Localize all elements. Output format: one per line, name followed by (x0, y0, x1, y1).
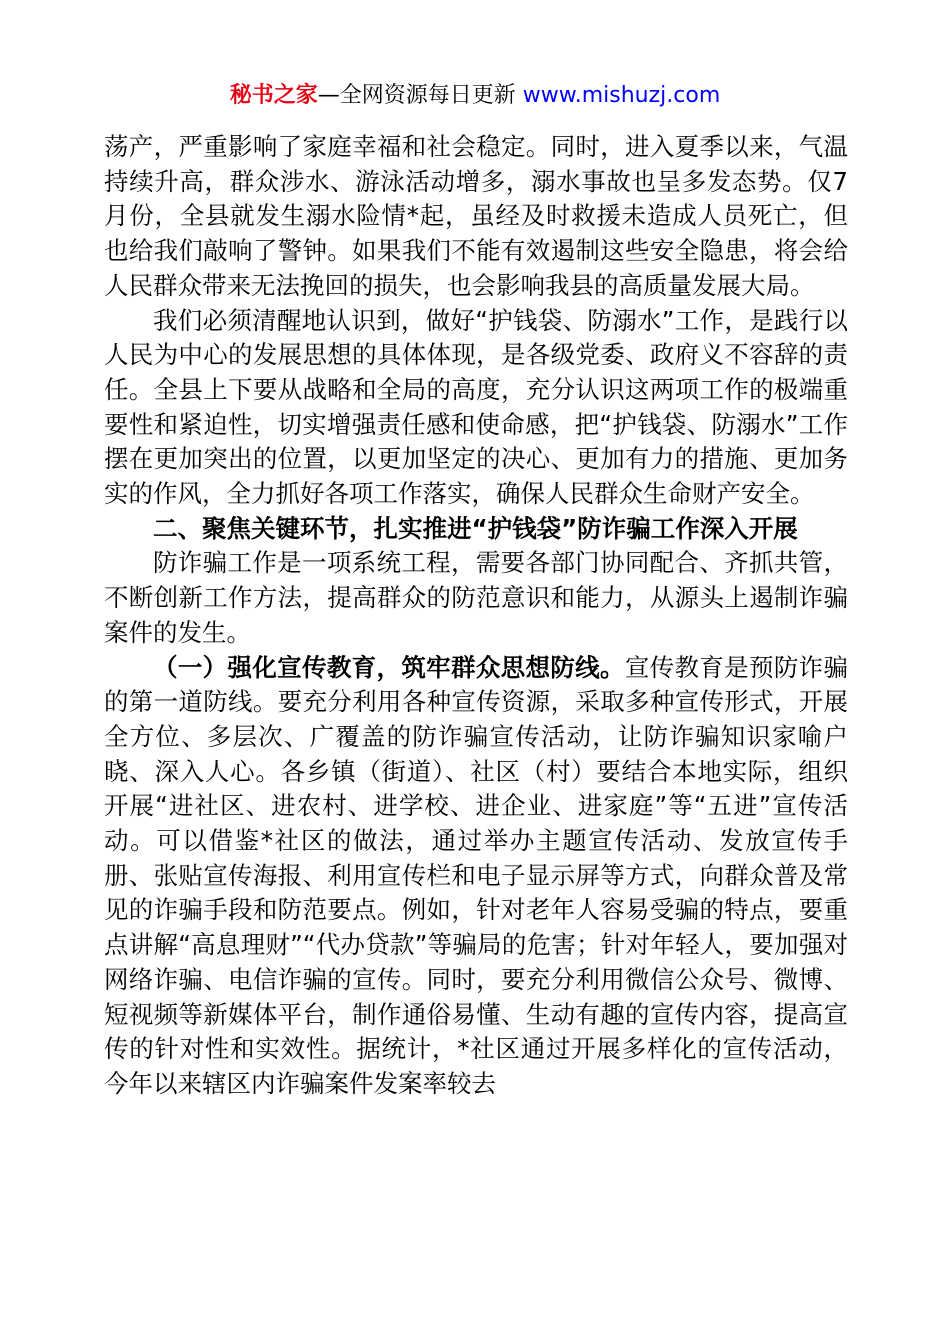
paragraph: 防诈骗工作是一项系统工程，需要各部门协同配合、齐抓共管，不断创新工作方法，提高群众的防范意识和能力，从源头上遏制诈骗案件的发生。 (104, 548, 848, 647)
document-body (104, 130, 848, 1102)
header-tagline: —全网资源每日更新 (317, 83, 516, 108)
subsection-paragraph (104, 651, 848, 1102)
site-header (0, 80, 950, 112)
subsection-text: 宣传教育是预防诈骗的第一道防线。要充分利用各种宣传资源，采取多种宣传形式，开展全方位、多层次、广覆盖的防诈骗宣传活动，让防诈骗知识家喻户晓、深入人心。各乡镇（街道）、社区（村）要结合本地实际，组织开展“进社区、进农村、进学校、进企业、进家庭”等“五进”宣传活动。可以借鉴*社区的做法，通过举办主题宣传活动、发放宣传手册、张贴宣传海报、利用宣传栏和电子显示屏等方式，向群众普及常见的诈骗手段和防范要点。例如，针对老年人容易受骗的特点，要重点讲解“高息理财”“代办贷款”等骗局的危害；针对年轻人，要加强对网络诈骗、电信诈骗的宣传。同时，要充分利用微信公众号、微博、短视频等新媒体平台，制作通俗易懂、生动有趣的宣传内容，提高宣传的针对性和实效性。据统计，*社区通过开展多样化的宣传活动，今年以来辖区内诈骗案件发案率较去 (104, 652, 849, 1098)
site-url-link[interactable]: www.mishuzj.com (522, 83, 721, 108)
brand-name: 秘书之家 (229, 83, 318, 108)
subsection-lead: （一）强化宣传教育，筑牢群众思想防线。 (153, 652, 625, 682)
paragraph: 我们必须清醒地认识到，做好“护钱袋、防溺水”工作，是践行以人民为中心的发展思想的具体体现，是各级党委、政府义不容辞的责任。全县上下要从战略和全局的高度，充分认识这两项工作的极端重要性和紧迫性，切实增强责任感和使命感，把“护钱袋、防溺水”工作摆在更加突出的位置，以更加坚定的决心、更加有力的措施、更加务实的作风，全力抓好各项工作落实，确保人民群众生命财产安全。 (104, 305, 848, 509)
paragraph-continuation: 荡产，严重影响了家庭幸福和社会稳定。同时，进入夏季以来，气温持续升高，群众涉水、游泳活动增多，溺水事故也呈多发态势。仅7月份，全县就发生溺水险情*起，虽经及时救援未造成人员死亡，但也给我们敲响了警钟。如果我们不能有效遏制这些安全隐患，将会给人民群众带来无法挽回的损失，也会影响我县的高质量发展大局。 (104, 132, 848, 300)
section-heading: 二、聚焦关键环节，扎实推进“护钱袋”防诈骗工作深入开展 (153, 513, 798, 543)
